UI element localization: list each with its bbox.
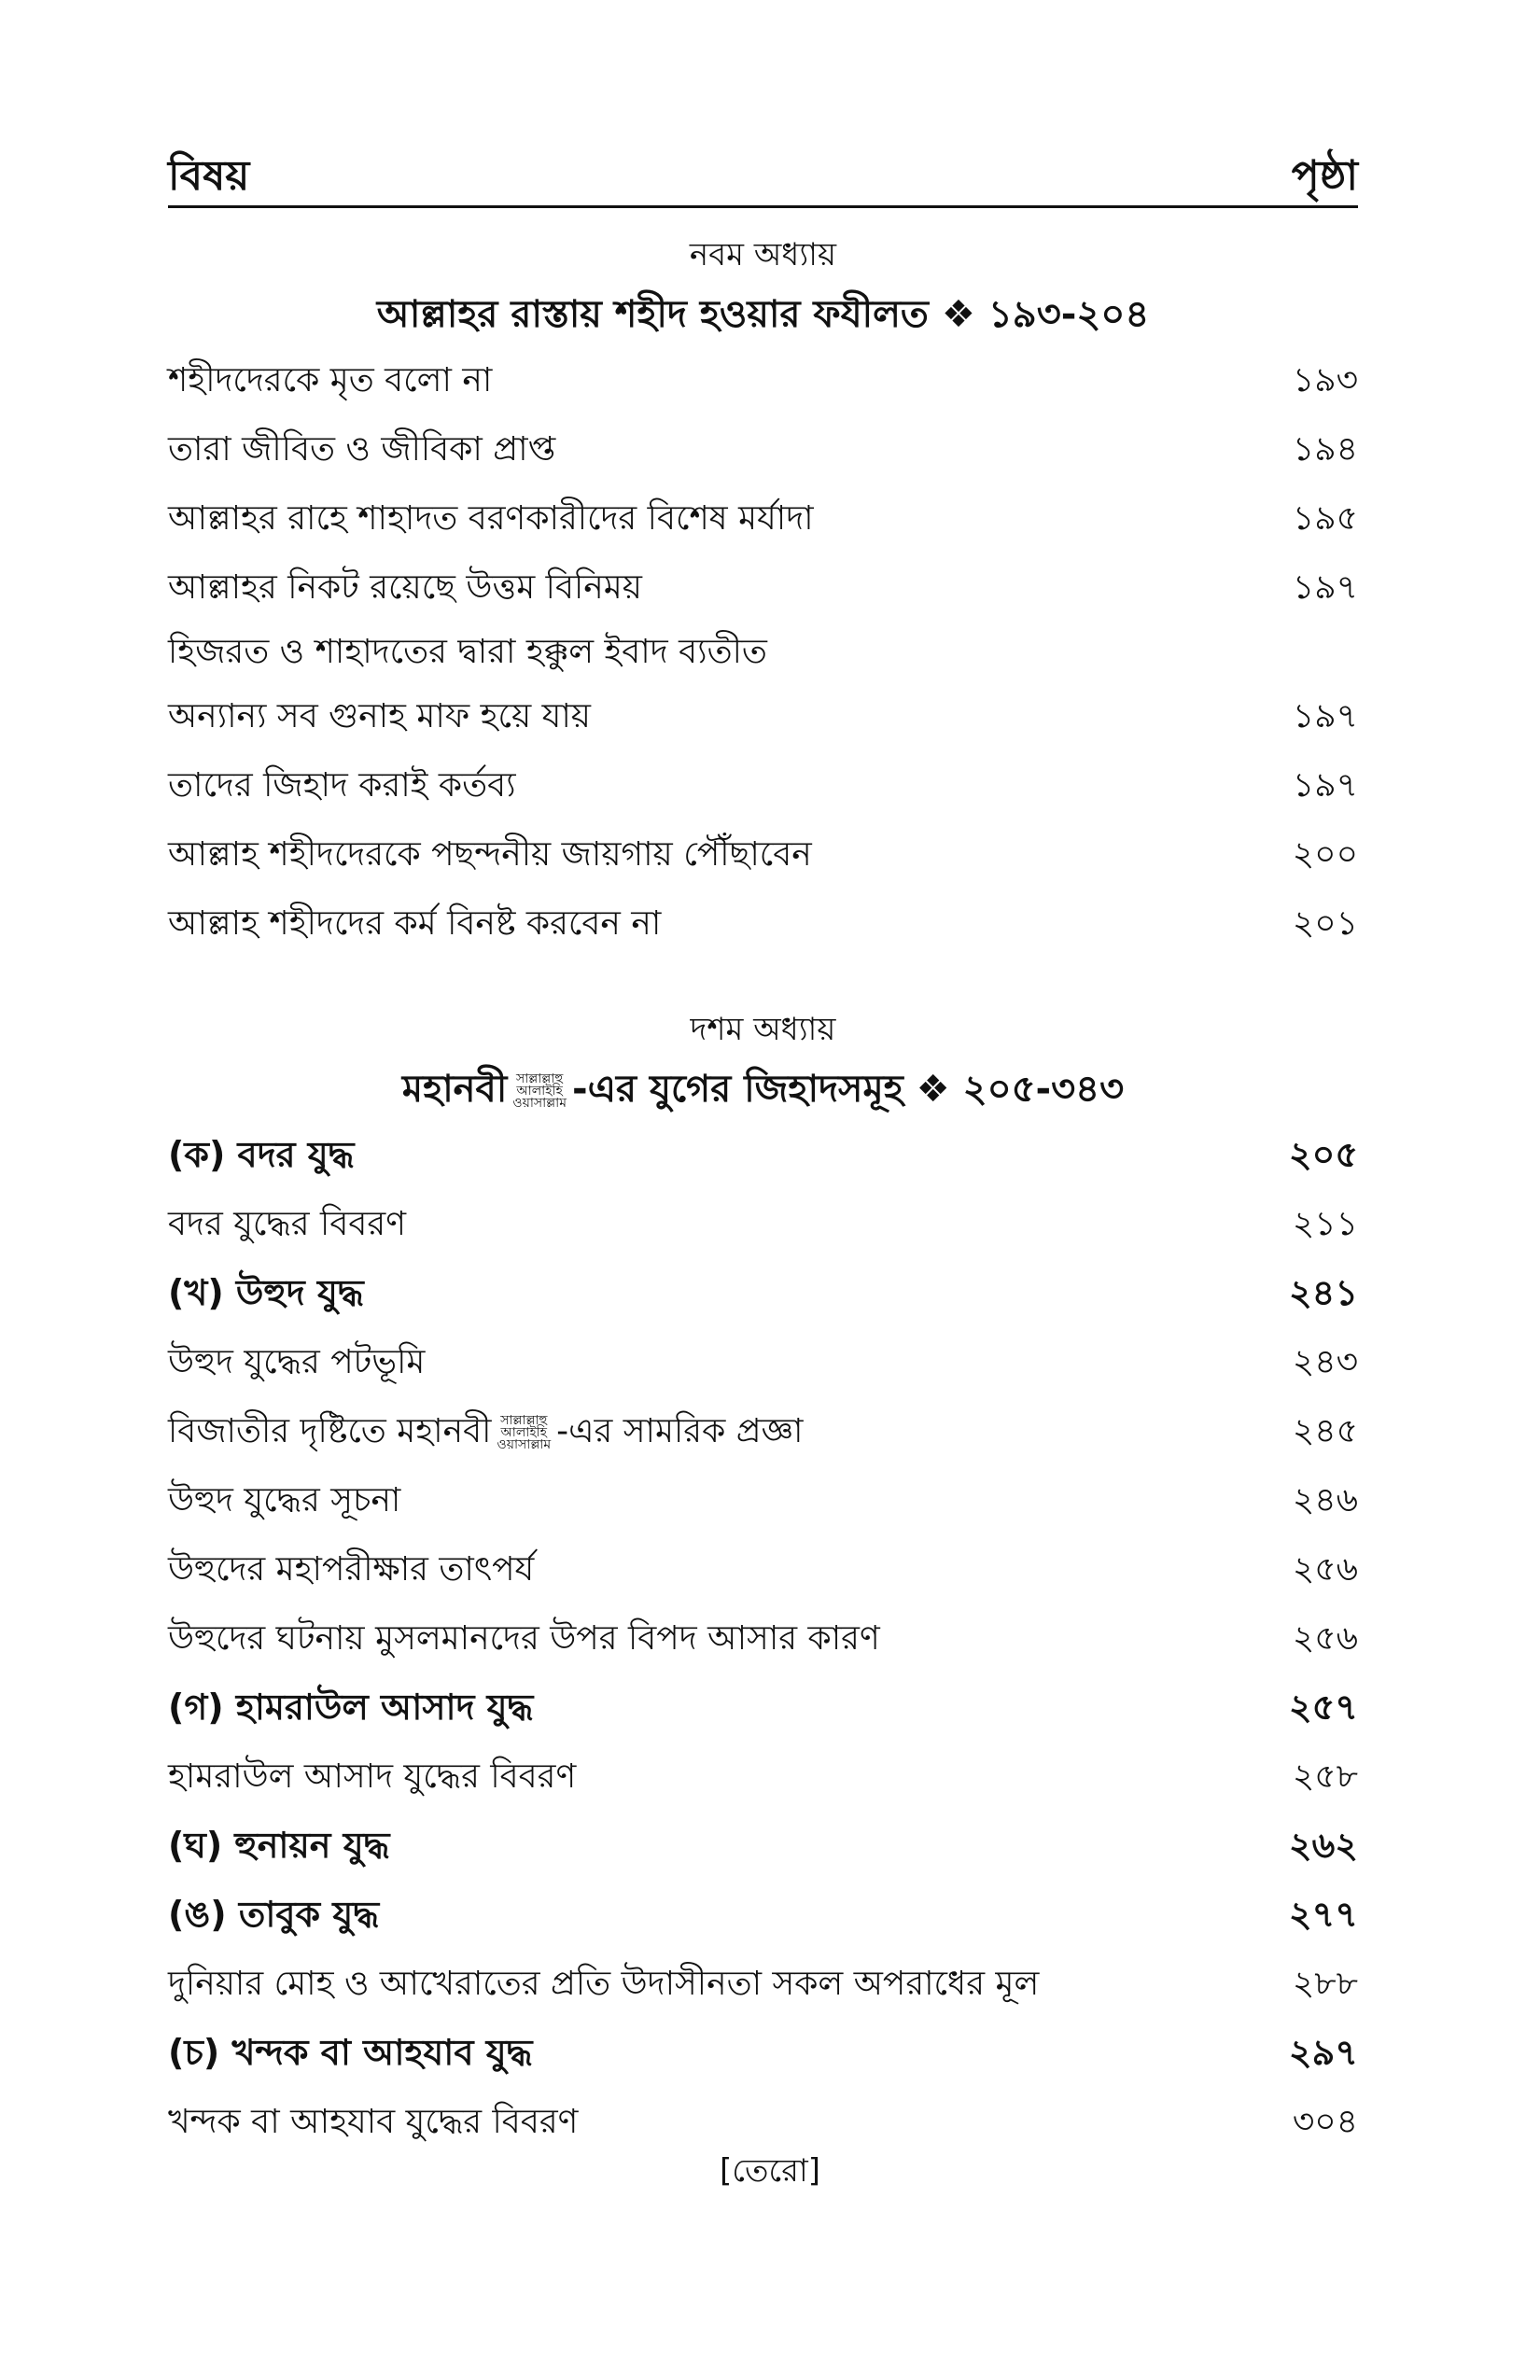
toc-entry: [168, 822, 1358, 891]
toc-entry-page: ২০১: [1292, 904, 1358, 943]
honorific-line: সাল্লাল্লাহু: [515, 1071, 564, 1086]
toc-section: [168, 1883, 1358, 1952]
toc-entry-title: হিজরত ও শাহাদতের দ্বারা হক্কুল ইবাদ ব্যতীত: [168, 633, 767, 671]
toc-entry: [168, 1537, 1358, 1606]
toc-section-title: (ঘ) হুনায়ন যুদ্ধ: [168, 1825, 390, 1866]
toc-section-title: (খ) উহুদ যুদ্ধ: [168, 1272, 364, 1313]
toc-entry-title: আল্লাহ শহীদদেরকে পছন্দনীয় জায়গায় পৌঁছাবেন: [168, 835, 812, 874]
toc-entry-title: আল্লাহর রাহে শাহাদত বরণকারীদের বিশেষ মর্যাদা: [168, 499, 814, 538]
page-heading: পৃষ্ঠা: [1291, 151, 1358, 200]
toc-header: [168, 126, 1358, 199]
toc-entry-page: ১৯৩: [1292, 361, 1358, 399]
toc-entry-title: তাদের জিহাদ করাই কর্তব্য: [168, 766, 516, 805]
toc-entry: [168, 1952, 1358, 2021]
toc-entry-page: ২৪৫: [1292, 1412, 1358, 1450]
toc-section-title: (চ) খন্দক বা আহযাব যুদ্ধ: [168, 2032, 533, 2073]
chapter-9-title: [168, 281, 1358, 348]
toc-entry: [168, 348, 1358, 417]
toc-entry-title: খন্দক বা আহযাব যুদ্ধের বিবরণ: [168, 2103, 579, 2141]
toc-entry: [168, 1330, 1358, 1399]
honorific-line: সাল্লাল্লাহু: [500, 1412, 548, 1428]
toc-entry-title: উহুদের মহাপরীক্ষার তাৎপর্য: [168, 1550, 535, 1589]
page-number-footer: [তেরো]: [719, 2152, 821, 2190]
toc-section-page: ২৫৭: [1288, 1687, 1358, 1728]
toc-entry-page: ১৯৭: [1292, 766, 1358, 805]
toc-entry-title: তারা জীবিত ও জীবিকা প্রাপ্ত: [168, 430, 556, 469]
chapter-9-separator: ❖: [941, 293, 975, 336]
toc-entry-title: শহীদদেরকে মৃত বলো না: [168, 361, 493, 399]
toc-entry-title: আল্লাহর নিকট রয়েছে উত্তম বিনিময়: [168, 568, 642, 607]
toc-entry: [168, 1606, 1358, 1675]
toc-section: [168, 2021, 1358, 2090]
toc-entry-page: ২০০: [1292, 835, 1358, 874]
toc-entry-page: ১৯৭: [1292, 568, 1358, 607]
toc-entry-page: ২৪৬: [1292, 1481, 1358, 1519]
toc-entry-page: ২৫৬: [1292, 1619, 1358, 1658]
toc-entry-page: ৩০৪: [1292, 2103, 1358, 2141]
chapter-10-title: [168, 1056, 1358, 1123]
toc-entry-title: [168, 1406, 803, 1462]
chapter-9-label: নবম অধ্যায়: [689, 236, 837, 273]
chapter-10-title-prefix: মহানবী: [401, 1068, 508, 1111]
toc-section-title: (ঙ) তাবুক যুদ্ধ: [168, 1894, 380, 1935]
toc-section: [168, 1675, 1358, 1744]
chapter-10-title-suffix: -এর যুগের জিহাদসমূহ: [571, 1068, 903, 1111]
toc-entry-page: ২৫৮: [1292, 1757, 1358, 1796]
toc-entry-title: উহুদ যুদ্ধের সূচনা: [168, 1481, 401, 1519]
toc-entry: [168, 753, 1358, 822]
toc-entry-title: আল্লাহ শহীদদের কর্ম বিনষ্ট করবেন না: [168, 904, 662, 943]
toc-entry-title: উহুদ যুদ্ধের পটভূমি: [168, 1343, 426, 1381]
honorific-line: ওয়াসাল্লাম: [497, 1436, 552, 1452]
toc-section-page: ২৭৭: [1288, 1894, 1358, 1935]
toc-entry: [168, 1744, 1358, 1813]
toc-entry-page: ২৮৮: [1292, 1965, 1358, 2003]
toc-entry-page: ১৯৭: [1292, 697, 1358, 735]
honorific-line: আলাইহি: [500, 1424, 548, 1440]
chapter-9-title-text: আল্লাহর রাস্তায় শহীদ হওয়ার ফযীলত: [376, 293, 929, 336]
chapter-10-label: দশম অধ্যায়: [690, 1011, 836, 1048]
toc-entry-page: ১৯৪: [1292, 430, 1358, 469]
toc-entry: [168, 891, 1358, 960]
toc-section: [168, 1123, 1358, 1192]
subject-heading: বিষয়: [168, 151, 250, 200]
toc-section: [168, 1813, 1358, 1883]
honorific-line: ওয়াসাল্লাম: [512, 1095, 567, 1111]
toc-entry: [168, 486, 1358, 555]
table-of-contents: [168, 229, 1358, 2159]
toc-entry: [168, 1468, 1358, 1537]
toc-entry-page: ২৪৩: [1292, 1343, 1358, 1381]
toc-entry: [168, 1192, 1358, 1261]
toc-entry: [168, 1399, 1358, 1468]
toc-section-title: (গ) হামরাউল আসাদ যুদ্ধ: [168, 1687, 534, 1728]
toc-section-title: (ক) বদর যুদ্ধ: [168, 1134, 355, 1175]
toc-entry: [168, 624, 1358, 684]
toc-entry-page: ২১১: [1292, 1205, 1358, 1243]
toc-entry-title: অন্যান্য সব গুনাহ মাফ হয়ে যায়: [168, 697, 591, 735]
chapter-10-separator: ❖: [916, 1068, 950, 1111]
toc-section-page: ২০৫: [1288, 1134, 1358, 1175]
toc-entry-title: বদর যুদ্ধের বিবরণ: [168, 1205, 406, 1243]
chapter-10-page-range: ২০৫-৩৪৩: [962, 1068, 1125, 1111]
toc-entry-page: ১৯৫: [1292, 499, 1358, 538]
toc-entry-title: দুনিয়ার মোহ ও আখেরাতের প্রতি উদাসীনতা সকল অপরাধের মূল: [168, 1965, 1040, 2003]
header-divider: [168, 205, 1358, 208]
honorific-mark: [512, 1073, 567, 1110]
toc-entry-page: ২৫৬: [1292, 1550, 1358, 1589]
toc-section-page: ২৪১: [1288, 1272, 1358, 1313]
honorific-line: আলাইহি: [516, 1083, 563, 1099]
toc-entry-title-prefix: বিজাতীর দৃষ্টিতে মহানবী: [168, 1412, 492, 1450]
toc-entry-title: হামরাউল আসাদ যুদ্ধের বিবরণ: [168, 1757, 577, 1796]
toc-section-page: ২৯৭: [1288, 2032, 1358, 2073]
toc-entry-title-suffix: -এর সামরিক প্রজ্ঞা: [556, 1412, 804, 1450]
toc-entry-title: উহুদের ঘটনায় মুসলমানদের উপর বিপদ আসার কারণ: [168, 1619, 880, 1658]
toc-entry: [168, 684, 1358, 753]
toc-entry: [168, 417, 1358, 486]
chapter-9-page-range: ১৯৩-২০৪: [987, 293, 1150, 336]
toc-section: [168, 1261, 1358, 1330]
toc-entry: [168, 555, 1358, 624]
toc-section-page: ২৬২: [1288, 1825, 1358, 1866]
honorific-mark: [497, 1412, 552, 1452]
chapter-gap: [168, 960, 1358, 1003]
